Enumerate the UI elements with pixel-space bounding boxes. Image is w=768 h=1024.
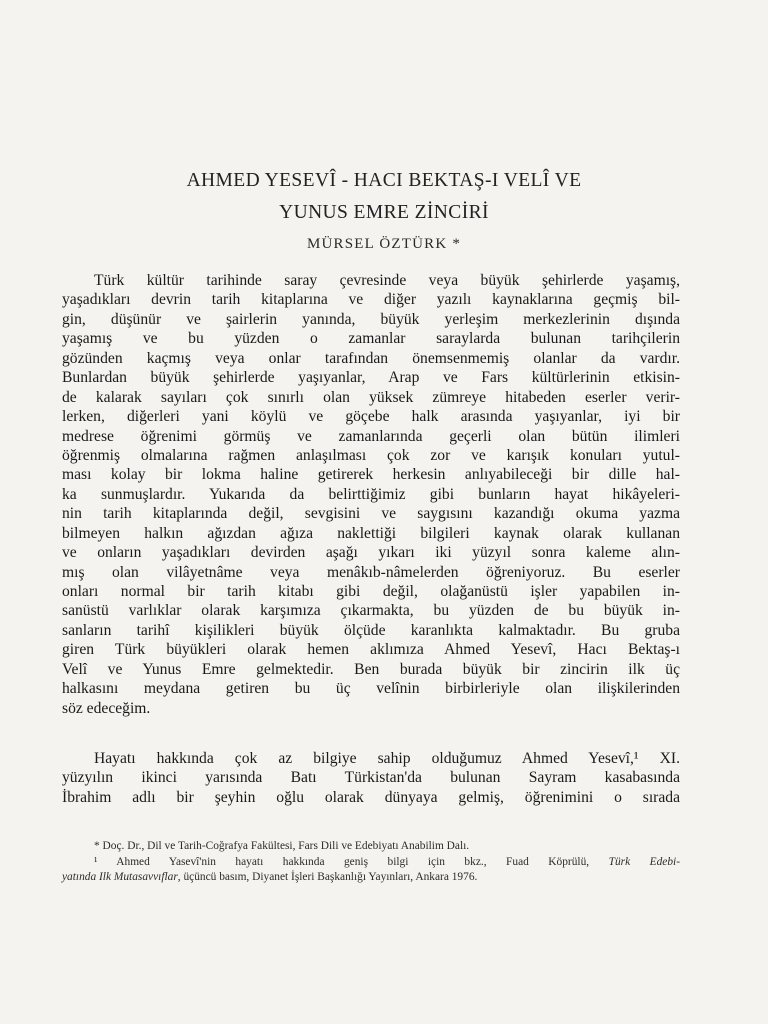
paragraph-line: medrese öğrenimi görmüş ve zamanlarında geçerli olan bütün ilimleri — [62, 427, 680, 445]
footnote-1-book-title-a: Türk Edebi- — [608, 855, 680, 868]
paragraph-1 — [62, 271, 680, 718]
paragraph-line: lerken, diğerleri yani köylü ve göçebe halk arasında yaşıyanlar, iyi bir — [62, 408, 680, 426]
paragraph-line: yaşamış ve bu yüzden o zamanlar saraylarda bulunan tarihçilerin — [62, 330, 680, 348]
paragraph-line: sanların tarihî kişilikleri büyük ölçüde karanlıkta kalmaktadır. Bu gruba — [62, 621, 680, 639]
paragraph-line: sanüstü varlıklar olarak karşımıza çıkarmakta, bu yüzden de bu büyük in- — [62, 602, 680, 620]
paragraph-line: bilmeyen halkın ağızdan ağıza naklettiği bilgileri kaynak olarak kullanan — [62, 524, 680, 542]
footnote-1-line-2 — [62, 870, 680, 886]
paragraph-line: İbrahim adlı bir şeyhin oğlu olarak dünyaya gelmiş, öğrenimini o sırada — [62, 788, 680, 806]
paragraph-line: nin tarih kitaplarında değil, sevgisini ve saygısını kazandığı okuma yazma — [62, 505, 680, 523]
author-name: MÜRSEL ÖZTÜRK * — [306, 236, 462, 252]
paragraph-line: ması kolay bir lokma haline getirerek herkesin anlıyabileceği bir dille hal- — [62, 466, 680, 484]
paragraph-line: giren Türk büyükleri olarak hemen aklımıza Ahmed Yesevî, Hacı Bektaş-ı — [62, 641, 680, 659]
paragraph-line: gin, düşünür ve şairlerin yanında, büyük yerleşim merkezlerinin dışında — [62, 310, 680, 328]
paragraph-line: öğrenmiş olmalarına rağmen anlaşılması çok zor ve karışık konuları yutul- — [62, 446, 680, 464]
paragraph-line: Bunlardan büyük şehirlerde yaşıyanlar, Arap ve Fars kültürlerinin etkisin- — [62, 369, 680, 387]
paragraph-line: ka sunmuşlardır. Yukarıda da belirttiğimiz gibi bunların hayat hikâyeleri- — [62, 485, 680, 503]
footnotes — [62, 839, 680, 886]
article-title-line-2: YUNUS EMRE ZİNCİRİ — [279, 202, 489, 223]
paragraph-line: ve onların yaşadıkları devirden aşağı yıkarı iki yüzyıl sonra kaleme alın- — [62, 544, 680, 562]
paragraph-line: de kalarak sayıları çok sınırlı olan yüksek zümreye hitabeden eserler verir- — [62, 388, 680, 406]
footnote-1-publication: , üçüncü basım, Diyanet İşleri Başkanlığı Yayınları, Ankara 1976. — [177, 871, 478, 883]
paragraph-line: onları normal bir tarih kitabı gibi değil, olağanüstü işler yapabilen in- — [62, 583, 680, 600]
footnote-1-book-title-b: yatında Ilk Mutasavvıflar — [62, 871, 178, 883]
paragraph-line: Velî ve Yunus Emre gelmektedir. Ben burada büyük bir zincirin ilk üç — [62, 660, 680, 678]
paragraph-line: mış olan vilâyetnâme veya menâkıb-nâmelerden öğreniyoruz. Bu eserler — [62, 563, 680, 581]
footnote-author-affiliation: * Doç. Dr., Dil ve Tarih-Coğrafya Fakültesi, Fars Dili ve Edebiyatı Anabilim Dalı. — [94, 840, 470, 852]
paragraph-line: Türk kültür tarihinde saray çevresinde veya büyük şehirlerde yaşamış, — [94, 272, 680, 289]
paragraph-line: halkasını meydana getiren bu üç velînin birbirleriyle olan ilişkilerinden — [62, 680, 680, 698]
paragraph-line: Hayatı hakkında çok az bilgiye sahip olduğumuz Ahmed Yesevî,¹ XI. — [94, 750, 680, 767]
paragraph-line: yüzyılın ikinci yarısında Batı Türkistan'da bulunan Sayram kasabasında — [62, 769, 680, 787]
footnote-1-text: ¹ Ahmed Yasevî'nin hayatı hakkında geniş bilgi için bkz., Fuad Köprülü, — [94, 855, 590, 868]
paragraph-line: yaşadıkları devrin tarih kitaplarına ve diğer yazılı kaynaklarına geçmiş bil- — [62, 291, 680, 309]
footnote-1-line-1 — [62, 855, 680, 871]
paragraph-2 — [62, 749, 680, 807]
paragraph-line: gözünden kaçmış veya onlar tarafından önemsenmemiş olanlar da vardır. — [62, 349, 680, 367]
paragraph-line: söz edeceğim. — [62, 699, 151, 717]
article-title-line-1: AHMED YESEVÎ - HACI BEKTAŞ-I VELÎ VE — [186, 170, 582, 191]
